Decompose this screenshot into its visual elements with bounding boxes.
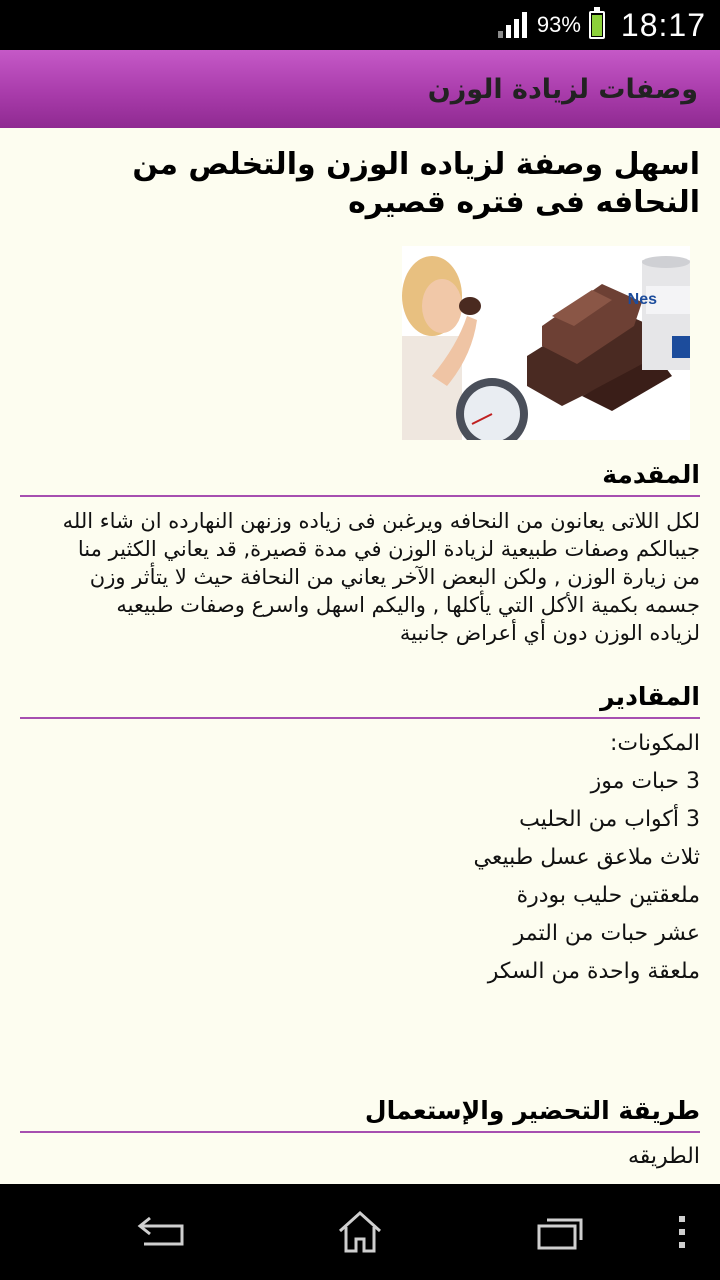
signal-icon [498, 12, 527, 38]
ingredients-list [20, 725, 700, 991]
ingredient-item: ثلاث ملاعق عسل طبيعي [473, 845, 700, 870]
svg-text:Nes: Nes [627, 291, 657, 308]
recent-apps-icon [535, 1214, 585, 1250]
section-heading-preparation: طريقة التحضير والإستعمال [20, 1096, 700, 1133]
ingredients-section [20, 682, 700, 991]
action-bar [0, 50, 720, 128]
section-heading-intro: المقدمة [20, 460, 700, 497]
overflow-menu-icon [676, 1214, 688, 1250]
intro-section [20, 460, 700, 647]
intro-text: لكل اللاتى يعانون من النحافه ويرغبن فى زياده وزنهن النهارده ان شاء الله جيبالكم وصفات طبيعية لزيادة الوزن في مدة قصيرة, قد يعاني الكثير منا من زيارة الوزن , ولكن البعض الآخر يعاني من النحافة حيث لا يتأثر وزن جسمه بكمية الأكل التي يأكلها , واليكم اسهل واسرع وصفات طبيعيه لزياده الوزن دون أي أعراض جانبية [62, 509, 700, 645]
hero-illustration [402, 246, 690, 440]
clock: 18:17 [620, 6, 706, 43]
preparation-text: الطريقه [627, 1144, 700, 1169]
overflow-menu-button[interactable] [652, 1204, 712, 1260]
preparation-section [20, 1096, 700, 1171]
hero-image [402, 246, 690, 440]
status-bar [0, 0, 720, 50]
article-title: اسهل وصفة لزياده الوزن والتخلص من النحافه فى فتره قصيره [132, 147, 700, 220]
battery-icon [589, 11, 605, 39]
home-icon [336, 1209, 384, 1255]
ingredient-item: 3 حبات موز [590, 769, 700, 794]
article-content[interactable] [0, 128, 720, 1184]
navigation-bar [0, 1184, 720, 1280]
ingredient-item: 3 أكواب من الحليب [519, 807, 700, 832]
section-heading-ingredients: المقادير [20, 682, 700, 719]
back-icon [134, 1212, 186, 1252]
recent-apps-button[interactable] [530, 1204, 590, 1260]
ingredient-item: ملعقة واحدة من السكر [487, 959, 700, 984]
back-button[interactable] [130, 1204, 190, 1260]
app-title: وصفات لزيادة الوزن [427, 73, 698, 105]
ingredients-intro: المكونات: [610, 731, 700, 756]
home-button[interactable] [330, 1204, 390, 1260]
ingredient-item: عشر حبات من التمر [513, 921, 700, 946]
ingredient-item: ملعقتين حليب بودرة [516, 883, 700, 908]
battery-percent: 93% [536, 12, 581, 37]
